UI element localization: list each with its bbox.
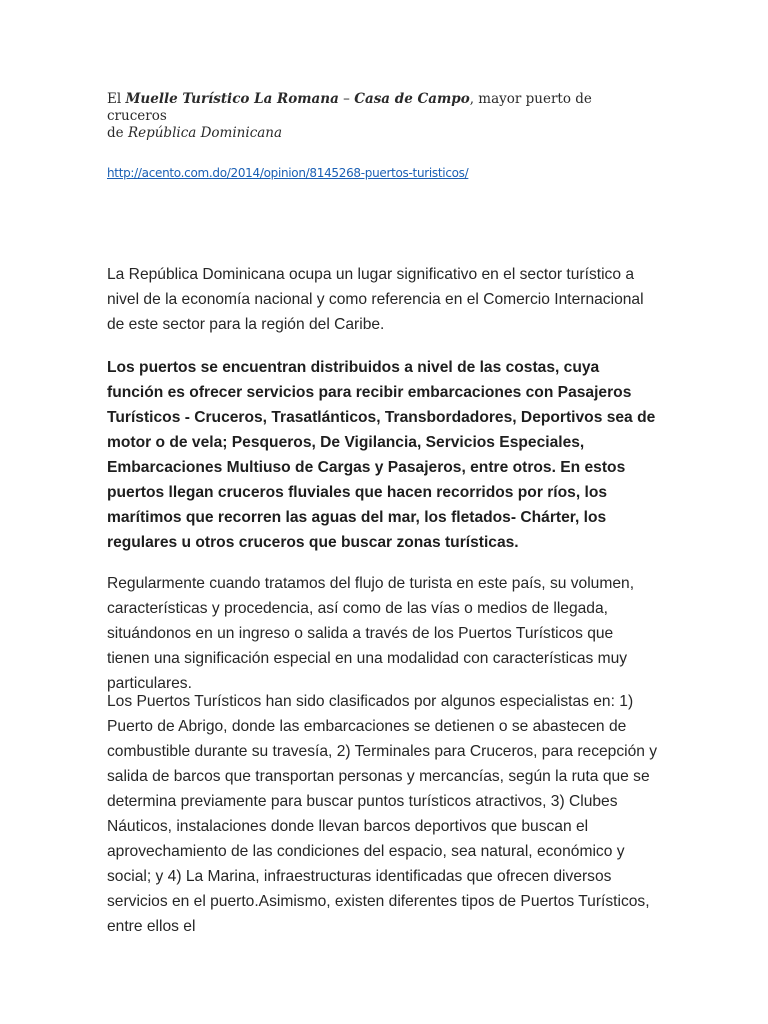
paragraph-ports-distribution: Los puertos se encuentran distribuidos a nivel de las costas, cuya función es ofrecer servicios para recibir embarcaciones con Pasajeros Turísticos - Cruceros, Trasatlánticos, Transbordadores, Deportivos sea de motor o de vela; Pesqueros, De Vigilancia, Servicios Especiales, Embarcaciones Multiuso de Cargas y Pasajeros, entre otros. En estos puertos llegan cruceros fluviales que hacen recorridos por ríos, los marítimos que recorren las aguas del mar, los fletados- Chárter, los regulares u otros cruceros que buscar zonas turísticas. (107, 359, 656, 551)
paragraph-intro: La República Dominicana ocupa un lugar significativo en el sector turístico a nivel de la economía nacional y como referencia en el Comercio Internacional de este sector para la región del Caribe. (107, 266, 644, 333)
caption-line2-prefix: de (107, 125, 128, 141)
paragraph-tourist-flow: Regularmente cuando tratamos del flujo de turista en este país, su volumen, características y procedencia, así como de las vías o medios de llegada, situándonos en un ingreso o salida a través de los Puertos Turísticos que tienen una significación especial en una modalidad con características muy particulares. (107, 575, 635, 692)
caption-prefix: El (107, 91, 126, 107)
caption-dash: – (338, 91, 355, 107)
caption-port-name: Muelle Turístico La Romana (125, 91, 339, 107)
paragraph-port-classification: Los Puertos Turísticos han sido clasificados por algunos especialistas en: 1) Puerto de Abrigo, donde las embarcaciones se detienen o se abastecen de combustible durante su travesía, 2) Terminales para Cruceros, para recepción y salida de barcos que transportan personas y mercancías, según la ruta que se determina previamente para buscar puntos turísticos atractivos, 3) Clubes Náuticos, instalaciones donde llevan barcos deportivos que buscan el aprovechamiento de las condiciones del espacio, sea natural, económico y social; y 4) La Marina, infraestructuras identificadas que ofrecen diversos servicios en el puerto.Asimismo, existen diferentes tipos de Puertos Turísticos, entre ellos el (107, 693, 658, 935)
caption-resort-name: Casa de Campo (354, 91, 470, 107)
source-link[interactable]: http://acento.com.do/2014/opinion/8145268-puertos-turisticos/ (107, 166, 469, 180)
caption-middle: , mayor puerto de cruceros (107, 91, 592, 124)
image-caption (107, 91, 647, 142)
caption-country: República Dominicana (127, 125, 283, 141)
